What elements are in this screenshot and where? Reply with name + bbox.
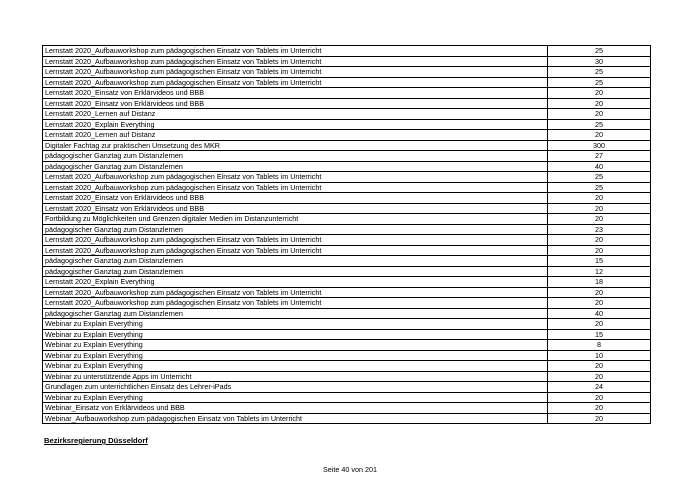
- table-row: [43, 245, 651, 256]
- participant-count-cell: 20: [548, 88, 651, 99]
- course-title-cell: pädagogischer Ganztag zum Distanzlernen: [43, 161, 548, 172]
- participant-count-cell: 25: [548, 182, 651, 193]
- table-row: [43, 214, 651, 225]
- participant-count-cell: 40: [548, 308, 651, 319]
- participant-count-cell: 40: [548, 161, 651, 172]
- table-row: [43, 182, 651, 193]
- course-title-cell: Lernstatt 2020_Aufbauworkshop zum pädagogischen Einsatz von Tablets im Unterricht: [43, 46, 548, 57]
- table-row: [43, 371, 651, 382]
- table-body: [43, 46, 651, 424]
- participant-count-cell: 10: [548, 350, 651, 361]
- course-title-cell: Webinar zu Explain Everything: [43, 361, 548, 372]
- course-title-cell: Lernstatt 2020_Aufbauworkshop zum pädagogischen Einsatz von Tablets im Unterricht: [43, 182, 548, 193]
- table-row: [43, 361, 651, 372]
- participant-count-cell: 20: [548, 298, 651, 309]
- course-title-cell: Lernstatt 2020_Aufbauworkshop zum pädagogischen Einsatz von Tablets im Unterricht: [43, 172, 548, 183]
- participant-count-cell: 20: [548, 214, 651, 225]
- participant-count-cell: 12: [548, 266, 651, 277]
- table-row: [43, 161, 651, 172]
- course-title-cell: Webinar_Aufbauworkshop zum pädagogischen Einsatz von Tablets im Unterricht: [43, 413, 548, 424]
- section-heading: Bezirksregierung Düsseldorf: [44, 436, 148, 445]
- table-row: [43, 340, 651, 351]
- participant-count-cell: 20: [548, 193, 651, 204]
- course-title-cell: Lernstatt 2020_Aufbauworkshop zum pädagogischen Einsatz von Tablets im Unterricht: [43, 67, 548, 78]
- table-row: [43, 56, 651, 67]
- course-title-cell: Digitaler Fachtag zur praktischen Umsetzung des MKR: [43, 140, 548, 151]
- participant-count-cell: 20: [548, 130, 651, 141]
- participant-count-cell: 30: [548, 56, 651, 67]
- table-row: [43, 308, 651, 319]
- table-row: [43, 287, 651, 298]
- participant-count-cell: 20: [548, 245, 651, 256]
- course-title-cell: Lernstatt 2020_Lernen auf Distanz: [43, 109, 548, 120]
- table-row: [43, 235, 651, 246]
- participant-count-cell: 20: [548, 413, 651, 424]
- course-title-cell: Lernstatt 2020_Aufbauworkshop zum pädagogischen Einsatz von Tablets im Unterricht: [43, 77, 548, 88]
- participant-count-cell: 20: [548, 392, 651, 403]
- participant-count-cell: 27: [548, 151, 651, 162]
- participant-count-cell: 23: [548, 224, 651, 235]
- participant-count-cell: 20: [548, 319, 651, 330]
- course-title-cell: Lernstatt 2020_Einsatz von Erklärvideos und BBB: [43, 203, 548, 214]
- participant-count-cell: 20: [548, 203, 651, 214]
- table-row: [43, 46, 651, 57]
- page-footer: Seite 40 von 201: [323, 465, 377, 474]
- participant-count-cell: 20: [548, 361, 651, 372]
- course-title-cell: Lernstatt 2020_Aufbauworkshop zum pädagogischen Einsatz von Tablets im Unterricht: [43, 245, 548, 256]
- table-row: [43, 119, 651, 130]
- participant-count-cell: 300: [548, 140, 651, 151]
- participant-count-cell: 20: [548, 98, 651, 109]
- participant-count-cell: 25: [548, 172, 651, 183]
- table-row: [43, 256, 651, 267]
- course-title-cell: Webinar zu unterstützende Apps im Unterricht: [43, 371, 548, 382]
- course-title-cell: Fortbildung zu Möglichkeiten und Grenzen digitaler Medien im Distanzunterricht: [43, 214, 548, 225]
- participant-count-cell: 25: [548, 46, 651, 57]
- participant-count-cell: 20: [548, 287, 651, 298]
- participant-count-cell: 25: [548, 119, 651, 130]
- course-title-cell: Lernstatt 2020_Explain Everything: [43, 119, 548, 130]
- participant-count-cell: 8: [548, 340, 651, 351]
- course-title-cell: Grundlagen zum unterrichtlichen Einsatz des Lehrer-iPads: [43, 382, 548, 393]
- course-title-cell: Lernstatt 2020_Explain Everything: [43, 277, 548, 288]
- participant-count-cell: 25: [548, 67, 651, 78]
- table-row: [43, 392, 651, 403]
- course-title-cell: Webinar zu Explain Everything: [43, 329, 548, 340]
- course-title-cell: pädagogischer Ganztag zum Distanzlernen: [43, 151, 548, 162]
- table-row: [43, 109, 651, 120]
- table-row: [43, 319, 651, 330]
- course-title-cell: Lernstatt 2020_Einsatz von Erklärvideos und BBB: [43, 193, 548, 204]
- participant-count-cell: 20: [548, 109, 651, 120]
- course-title-cell: Webinar zu Explain Everything: [43, 340, 548, 351]
- table-row: [43, 172, 651, 183]
- table-row: [43, 224, 651, 235]
- table-row: [43, 382, 651, 393]
- participant-count-cell: 25: [548, 77, 651, 88]
- course-title-cell: Webinar_Einsatz von Erklärvideos und BBB: [43, 403, 548, 414]
- table-row: [43, 77, 651, 88]
- participant-count-cell: 15: [548, 329, 651, 340]
- course-title-cell: pädagogischer Ganztag zum Distanzlernen: [43, 224, 548, 235]
- table-row: [43, 88, 651, 99]
- table-row: [43, 277, 651, 288]
- participant-count-cell: 20: [548, 403, 651, 414]
- table-row: [43, 98, 651, 109]
- participant-count-cell: 24: [548, 382, 651, 393]
- participant-count-cell: 20: [548, 235, 651, 246]
- course-title-cell: Lernstatt 2020_Einsatz von Erklärvideos und BBB: [43, 88, 548, 99]
- table-row: [43, 203, 651, 214]
- course-title-cell: pädagogischer Ganztag zum Distanzlernen: [43, 266, 548, 277]
- table-row: [43, 413, 651, 424]
- course-title-cell: pädagogischer Ganztag zum Distanzlernen: [43, 308, 548, 319]
- course-title-cell: Webinar zu Explain Everything: [43, 319, 548, 330]
- table-row: [43, 350, 651, 361]
- course-title-cell: Lernstatt 2020_Aufbauworkshop zum pädagogischen Einsatz von Tablets im Unterricht: [43, 56, 548, 67]
- table-row: [43, 67, 651, 78]
- table-row: [43, 130, 651, 141]
- course-title-cell: pädagogischer Ganztag zum Distanzlernen: [43, 256, 548, 267]
- table-row: [43, 403, 651, 414]
- participant-count-cell: 18: [548, 277, 651, 288]
- course-title-cell: Lernstatt 2020_Einsatz von Erklärvideos und BBB: [43, 98, 548, 109]
- table-row: [43, 193, 651, 204]
- table-row: [43, 266, 651, 277]
- course-title-cell: Webinar zu Explain Everything: [43, 392, 548, 403]
- table-row: [43, 329, 651, 340]
- table-row: [43, 151, 651, 162]
- course-title-cell: Lernstatt 2020_Lernen auf Distanz: [43, 130, 548, 141]
- course-title-cell: Webinar zu Explain Everything: [43, 350, 548, 361]
- course-title-cell: Lernstatt 2020_Aufbauworkshop zum pädagogischen Einsatz von Tablets im Unterricht: [43, 287, 548, 298]
- table-row: [43, 298, 651, 309]
- course-title-cell: Lernstatt 2020_Aufbauworkshop zum pädagogischen Einsatz von Tablets im Unterricht: [43, 235, 548, 246]
- training-table: [42, 45, 651, 424]
- course-title-cell: Lernstatt 2020_Aufbauworkshop zum pädagogischen Einsatz von Tablets im Unterricht: [43, 298, 548, 309]
- participant-count-cell: 15: [548, 256, 651, 267]
- table-row: [43, 140, 651, 151]
- participant-count-cell: 20: [548, 371, 651, 382]
